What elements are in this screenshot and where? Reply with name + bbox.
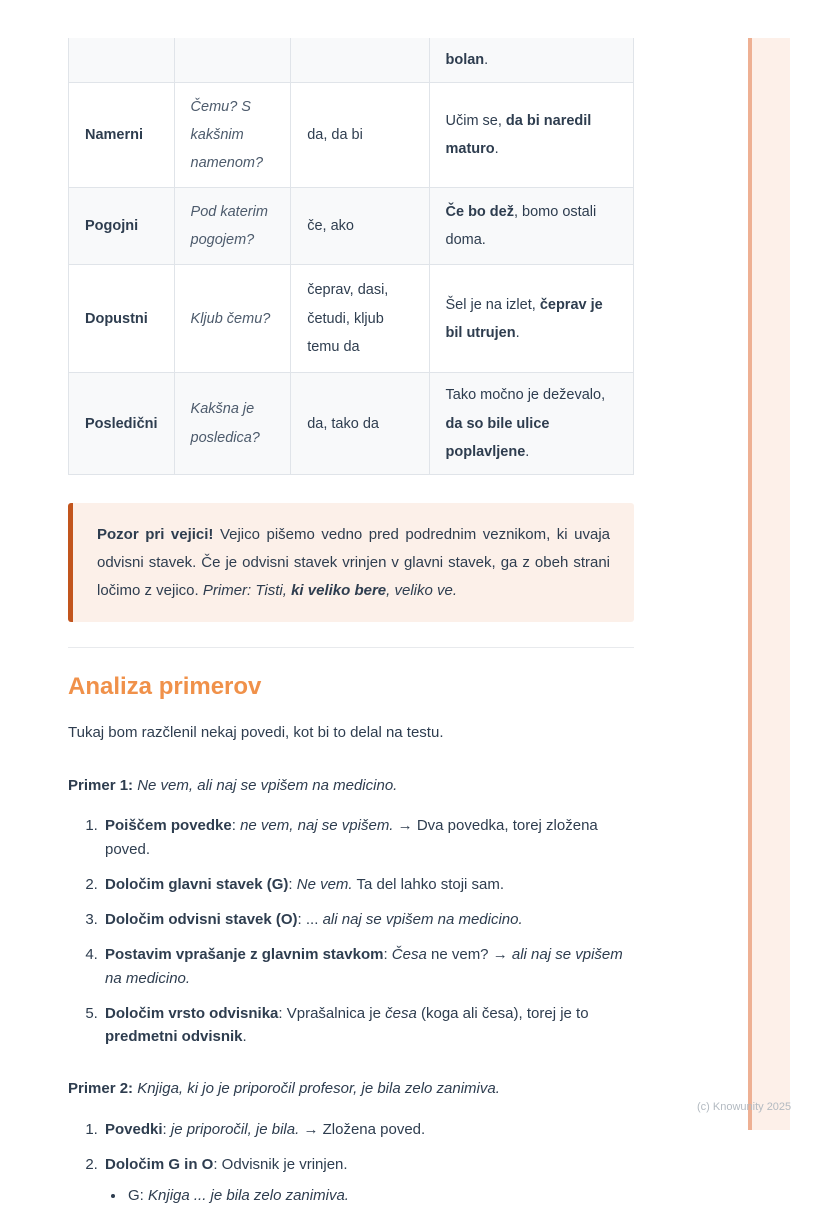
table-cell-question: Kakšna je posledica? bbox=[174, 373, 291, 475]
table-cell-conjunctions: da, da bi bbox=[291, 83, 429, 188]
primer-1-sentence: Primer 1: Ne vem, ali naj se vpišem na medicino. bbox=[68, 776, 398, 794]
step-item: 4. Postavim vprašanje z glavnim stavkom: Česa ne vem? → ali naj se vpišem na medicino. bbox=[102, 943, 634, 990]
table-cell-type: Dopustni bbox=[69, 265, 175, 373]
table-cell-question: Čemu? S kakšnim namenom? bbox=[174, 83, 291, 188]
sub-bullet-list bbox=[105, 1184, 634, 1207]
table-cell-conjunctions: čeprav, dasi, četudi, kljub temu da bbox=[291, 265, 429, 373]
step-item: 3. Določim odvisni stavek (O): ... ali naj se vpišem na medicino. bbox=[102, 908, 634, 931]
comma-warning-callout bbox=[68, 503, 634, 622]
table-cell-example: Če bo dež, bomo ostali doma. bbox=[429, 188, 634, 265]
table-cell-type: Posledični bbox=[69, 373, 175, 475]
table-cell-type: Pogojni bbox=[69, 188, 175, 265]
primer-2-steps bbox=[68, 1118, 634, 1208]
step-item-text: Določim G in O: Odvisnik je vrinjen. bbox=[105, 1156, 348, 1174]
intro-paragraph: Tukaj bom razčlenil nekaj povedi, kot bi to delal na testu. bbox=[68, 724, 444, 742]
table-cell-question: Kljub čemu? bbox=[174, 265, 291, 373]
page-edge-accent-bar bbox=[748, 38, 790, 1130]
table-cell-question: Pod katerim pogojem? bbox=[174, 188, 291, 265]
table-row-posledicni bbox=[69, 373, 634, 475]
sub-bullet-item: • G: Knjiga ... je bila zelo zanimiva. bbox=[126, 1184, 634, 1207]
table-row-partial bbox=[69, 38, 634, 83]
table-cell-example: Šel je na izlet, čeprav je bil utrujen. bbox=[429, 265, 634, 373]
step-item: 1. Poiščem povedke: ne vem, naj se vpišem. → Dva povedka, torej zložena poved. bbox=[102, 814, 634, 861]
table-cell-conjunctions: da, tako da bbox=[291, 373, 429, 475]
step-item: 2. Določim glavni stavek (G): Ne vem. Ta del lahko stoji sam. bbox=[102, 873, 634, 896]
table-cell-example: Učim se, da bi naredil maturo. bbox=[429, 83, 634, 188]
primer-1-steps bbox=[68, 814, 634, 1048]
table-cell-type: Namerni bbox=[69, 83, 175, 188]
copyright-notice: (c) Knowunity 2025 bbox=[697, 1101, 792, 1113]
primer-2-sentence: Primer 2: Knjiga, ki jo je priporočil profesor, je bila zelo zanimiva. bbox=[68, 1080, 500, 1098]
table-cell-example: bolan. bbox=[429, 38, 634, 83]
table-cell-type bbox=[69, 38, 175, 83]
document-content bbox=[68, 38, 634, 1208]
section-heading: Analiza primerov bbox=[68, 673, 262, 701]
table-row-pogojni bbox=[69, 188, 634, 265]
table-cell-question bbox=[174, 38, 291, 83]
section-divider bbox=[68, 647, 634, 648]
odvisniki-table bbox=[68, 38, 634, 475]
table-cell-conjunctions: če, ako bbox=[291, 188, 429, 265]
table-cell-example: Tako močno je deževalo, da so bile ulice poplavljene. bbox=[429, 373, 634, 475]
callout-text: Pozor pri vejici! Vejico pišemo vedno pred podrednim veznikom, ki uvaja odvisni stavek. Če je odvisni stavek vrinjen v glavni stavek, ga z obeh strani ločimo z vejico. Primer: Tisti, ki veliko bere, veliko ve. bbox=[97, 526, 610, 599]
table-cell-conjunctions bbox=[291, 38, 429, 83]
table-row-namerni bbox=[69, 83, 634, 188]
step-item: 5. Določim vrsto odvisnika: Vprašalnica je česa (koga ali česa), torej je to predmetni odvisnik. bbox=[102, 1002, 634, 1049]
table-row-dopustni bbox=[69, 265, 634, 373]
step-item: 1. Povedki: je priporočil, je bila. → Zložena poved. bbox=[102, 1118, 634, 1141]
step-item bbox=[102, 1153, 634, 1208]
